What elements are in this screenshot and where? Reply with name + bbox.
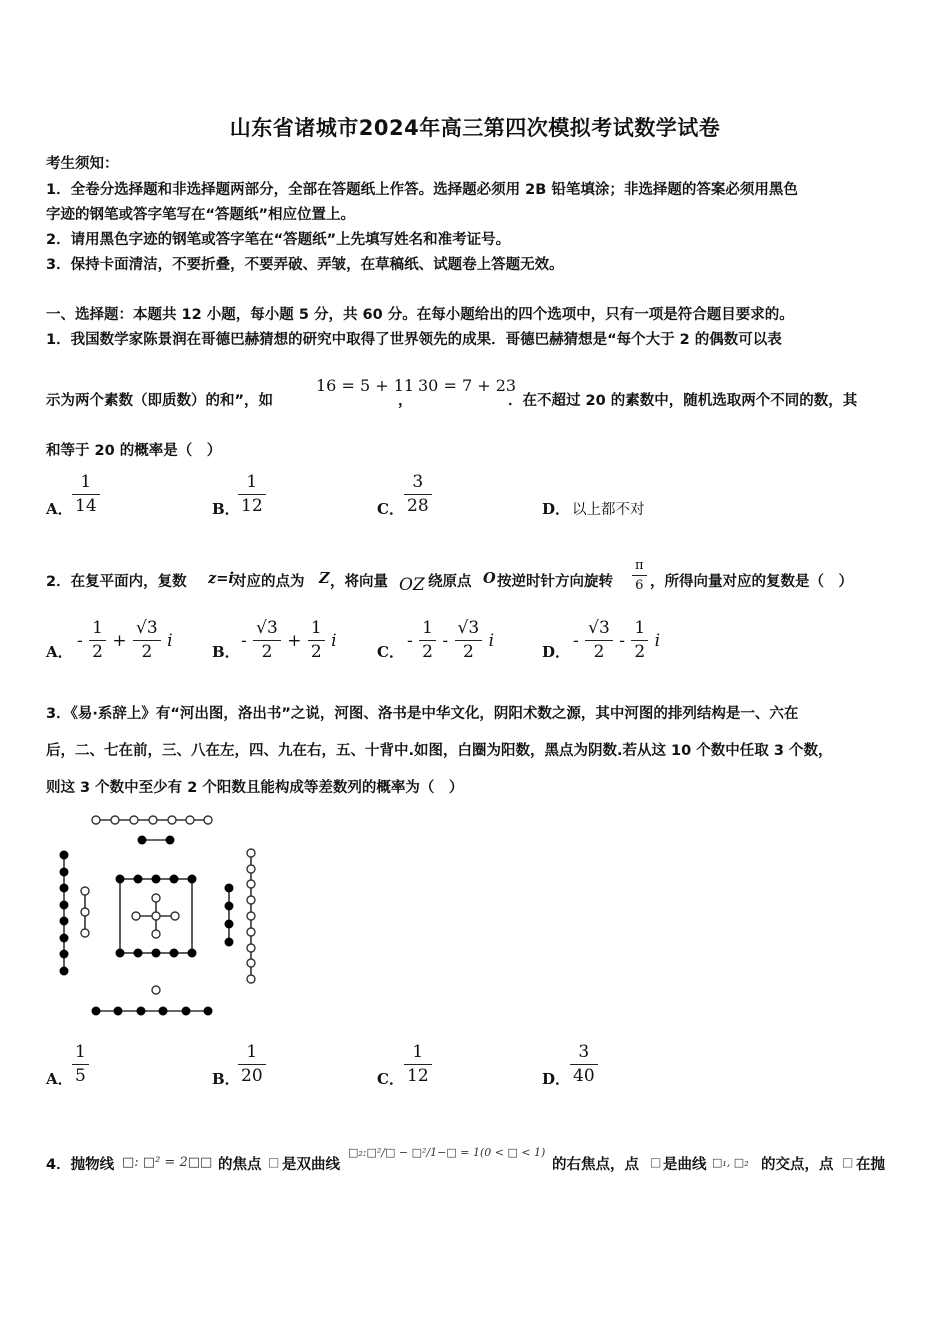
- q3-option-c-fraction: [404, 1044, 432, 1085]
- notice-heading: 考生须知：: [46, 156, 119, 172]
- q2-d-real-den: 2: [593, 642, 605, 662]
- q2-angle-pi: π: [635, 558, 644, 573]
- q2-a-real-part: [89, 620, 106, 661]
- q2-stem-a: 2．在复平面内，复数: [46, 574, 187, 590]
- q3-option-b-fraction: [238, 1044, 266, 1085]
- q1-equation-2: 30 = 7 + 23: [418, 376, 517, 395]
- q2-b-i: i: [331, 630, 337, 651]
- q4-stem-g: 在抛: [856, 1157, 885, 1173]
- q2-c-imag-part: [455, 620, 483, 661]
- q1-option-a-label: A．: [46, 500, 73, 518]
- q2-b-imag-part: [308, 620, 325, 661]
- q4-focus-symbol: □: [268, 1155, 280, 1169]
- q2-c-imag-den: 2: [462, 642, 474, 662]
- q3-option-d-denominator: 40: [573, 1066, 595, 1086]
- q4-point-symbol-2: □: [842, 1155, 854, 1169]
- q4-curves: □₁, □₂: [712, 1156, 749, 1169]
- q4-stem-b: 的焦点: [218, 1157, 262, 1173]
- notice-line-1a: 1．全卷分选择题和非选择题两部分，全部在答题纸上作答。选择题必须用 2B 铅笔填涂；非选择题的答案必须用黑色: [46, 182, 798, 198]
- q2-c-minus: -: [407, 630, 413, 651]
- q1-option-b-denominator: 12: [241, 496, 263, 516]
- q4-stem-c: 是双曲线: [282, 1157, 340, 1173]
- q4-parabola-equation: □: □² = 2□□: [122, 1155, 213, 1170]
- q3-option-c-denominator: 12: [407, 1066, 429, 1086]
- q2-complex-number: z=i: [208, 570, 234, 587]
- q2-angle-fraction: [632, 559, 647, 592]
- q2-c-real-part: [419, 620, 436, 661]
- q4-stem-f: 的交点，点: [761, 1157, 834, 1173]
- q3-option-a-denominator: 5: [75, 1066, 86, 1086]
- q1-option-a-denominator: 14: [75, 496, 97, 516]
- q2-d-imag-den: 2: [634, 642, 646, 662]
- q2-a-real-num: 1: [92, 618, 103, 638]
- q1-option-c-label: C．: [377, 500, 404, 518]
- q2-a-i: i: [167, 630, 173, 651]
- q1-option-b-label: B．: [212, 500, 240, 518]
- q2-c-i: i: [488, 630, 495, 651]
- q2-b-real-num: √3: [256, 618, 278, 638]
- q2-option-d-label: D．: [542, 643, 571, 661]
- q2-c-real-den: 2: [422, 642, 433, 662]
- q3-option-d-label: D．: [542, 1070, 571, 1088]
- q3-line-3: 则这 3 个数中至少有 2 个阳数且能构成等差数列的概率为（ ）: [46, 780, 464, 796]
- q3-option-d-fraction: [570, 1044, 598, 1085]
- q2-b-plus: +: [287, 630, 302, 651]
- q3-option-a-fraction: [72, 1044, 89, 1085]
- q2-d-imag-part: [631, 620, 648, 661]
- q2-stem-d: 绕原点: [428, 574, 472, 590]
- q3-line-2: 后，二、七在前，三、八在左，四、九在右，五、十背中.如图，白圈为阳数，黑点为阴数.若从这 10 个数中任取 3 个数，: [46, 743, 833, 759]
- notice-line-2: 2．请用黑色字迹的钢笔或答字笔在“答题纸”上先填写姓名和准考证号。: [46, 232, 511, 248]
- section-heading: 一、选择题：本题共 12 小题，每小题 5 分，共 60 分。在每小题给出的四个选项中，只有一项是符合题目要求的。: [46, 307, 794, 323]
- q2-stem-e: 按逆时针方向旋转: [497, 574, 613, 590]
- q2-point-z: Z: [319, 570, 330, 587]
- q4-stem-a: 4．抛物线: [46, 1157, 115, 1173]
- q2-a-imag-part: [133, 620, 161, 661]
- q1-comma: ，: [398, 393, 413, 409]
- q1-option-a-numerator: 1: [80, 472, 92, 492]
- q3-option-d-numerator: 3: [578, 1042, 590, 1062]
- q2-c-minus-2: -: [442, 630, 449, 651]
- q2-angle-six: 6: [635, 578, 644, 593]
- q1-option-d-text: 以上都不对: [572, 502, 645, 518]
- q2-c-real-num: 1: [422, 618, 433, 638]
- q1-option-a-fraction: [72, 474, 100, 515]
- q2-c-imag-num: √3: [457, 618, 480, 638]
- q1-option-b-numerator: 1: [246, 472, 258, 492]
- q4-hyperbola-equation: □₂:□²/□ − □²/1−□ = 1(0 < □ < 1): [348, 1146, 546, 1159]
- q2-option-d-expression: [572, 620, 661, 661]
- q2-a-plus: +: [112, 630, 127, 651]
- q2-d-minus-2: -: [619, 630, 625, 651]
- q2-option-c-expression: [406, 620, 495, 661]
- q1-line-3: 和等于 20 的概率是（ ）: [46, 443, 222, 459]
- q4-stem-d: 的右焦点，点: [552, 1157, 639, 1173]
- q2-b-minus: -: [241, 630, 247, 651]
- q1-option-c-denominator: 28: [407, 496, 429, 516]
- q3-option-a-numerator: 1: [75, 1042, 86, 1062]
- q1-line-2a: 示为两个素数（即质数）的和”，如: [46, 393, 274, 409]
- q2-d-real-num: √3: [588, 618, 610, 638]
- q2-a-minus: -: [77, 630, 83, 651]
- notice-line-1b: 字迹的钢笔或答字笔写在“答题纸”相应位置上。: [46, 207, 356, 223]
- q2-stem-f: ，所得向量对应的复数是（ ）: [650, 574, 853, 590]
- q2-b-real-den: 2: [261, 642, 273, 662]
- q2-a-imag-num: √3: [136, 618, 158, 638]
- q2-vector-oz: OZ: [399, 575, 425, 595]
- q2-d-minus: -: [573, 630, 579, 651]
- q3-option-a-label: A．: [46, 1070, 73, 1088]
- q4-point-symbol-1: □: [650, 1155, 662, 1169]
- q2-a-imag-den: 2: [141, 642, 153, 662]
- q3-option-b-label: B．: [212, 1070, 240, 1088]
- q1-line-2b: ．在不超过 20 的素数中，随机选取两个不同的数，其: [508, 393, 858, 409]
- page-title: 山东省诸城市2024年高三第四次模拟考试数学试卷: [229, 116, 721, 140]
- q2-b-real-part: [253, 620, 281, 661]
- q3-option-c-numerator: 1: [412, 1042, 424, 1062]
- q2-option-b-label: B．: [212, 643, 240, 661]
- q3-option-b-denominator: 20: [241, 1066, 263, 1086]
- q2-stem-c: ，将向量: [330, 574, 388, 590]
- q2-stem-b: 对应的点为: [232, 574, 305, 590]
- q4-stem-e: 是曲线: [663, 1157, 707, 1173]
- q1-line-1: 1．我国数学家陈景润在哥德巴赫猜想的研究中取得了世界领先的成果．哥德巴赫猜想是“每个大于 2 的偶数可以表: [46, 332, 782, 348]
- q2-option-a-expression: [76, 620, 174, 661]
- q1-option-c-numerator: 3: [412, 472, 424, 492]
- notice-line-3: 3．保持卡面清洁，不要折叠，不要弄破、弄皱，在草稿纸、试题卷上答题无效。: [46, 257, 564, 273]
- q1-equation-1: 16 = 5 + 11: [316, 376, 415, 395]
- q1-option-b-fraction: [238, 474, 266, 515]
- q2-a-real-den: 2: [92, 642, 103, 662]
- q2-option-c-label: C．: [377, 643, 404, 661]
- q2-d-i: i: [654, 630, 661, 651]
- q3-option-b-numerator: 1: [246, 1042, 258, 1062]
- q1-option-c-fraction: [404, 474, 432, 515]
- q2-b-imag-den: 2: [310, 642, 322, 662]
- q2-origin-o: O: [483, 570, 496, 587]
- q2-option-b-expression: [240, 620, 338, 661]
- q2-d-imag-num: 1: [634, 618, 646, 638]
- q3-option-c-label: C．: [377, 1070, 404, 1088]
- q2-option-a-label: A．: [46, 643, 73, 661]
- q1-option-d-label: D．: [542, 500, 571, 518]
- q2-d-real-part: [585, 620, 613, 661]
- hetu-diagram: [48, 808, 278, 1023]
- q2-b-imag-num: 1: [310, 618, 322, 638]
- q3-line-1: 3．《易·系辞上》有“河出图，洛出书”之说，河图、洛书是中华文化，阴阳术数之源，其中河图的排列结构是一、六在: [46, 706, 799, 722]
